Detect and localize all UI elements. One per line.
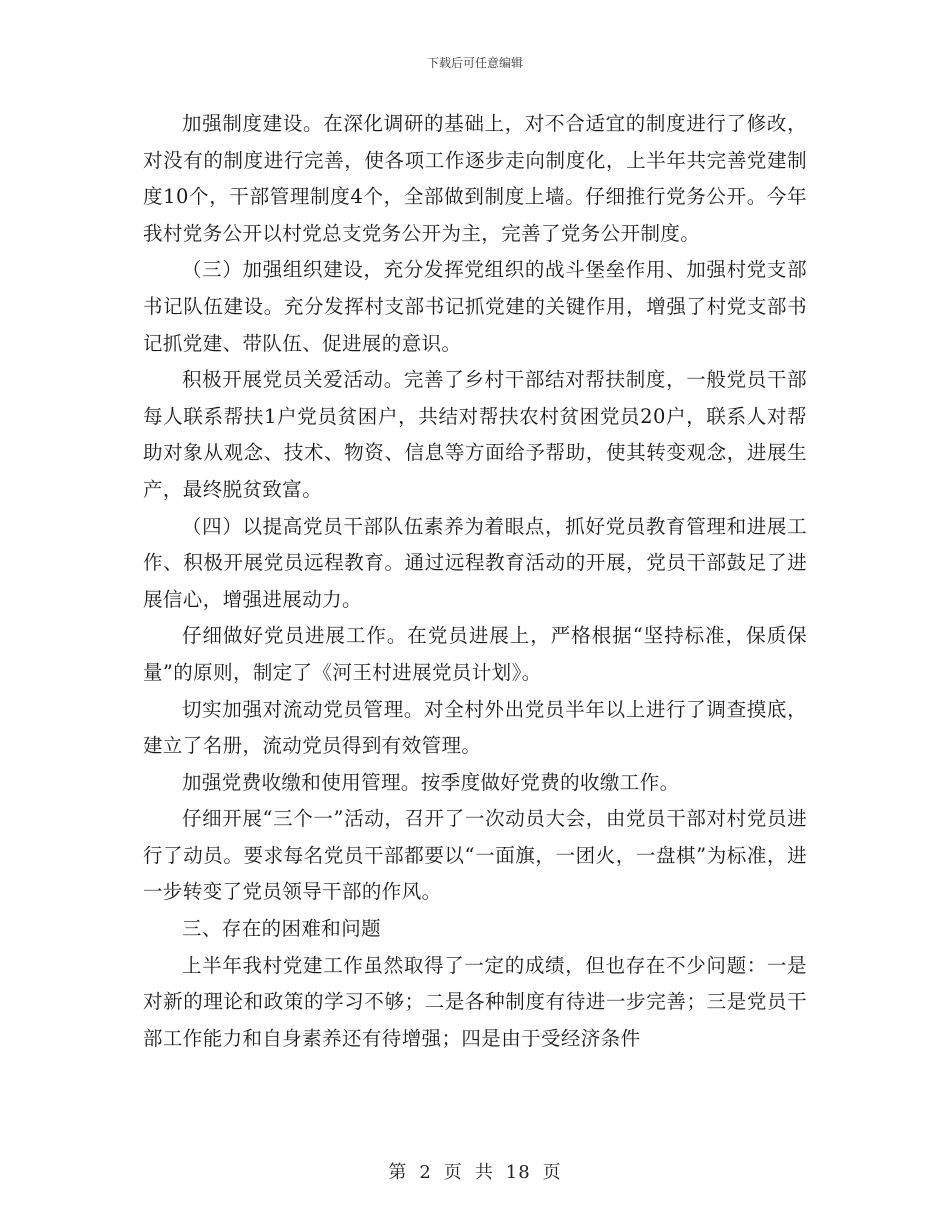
paragraph-4: （四）以提高党员干部队伍素养为着眼点，抓好党员教育管理和进展工作、积极开展党员远程教育。通过远程教育活动的开展，党员干部鼓足了进展信心，增强进展动力。 [143, 514, 807, 611]
paragraph-5: 仔细做好党员进展工作。在党员进展上，严格根据“坚持标准，保质保量”的原则，制定了《河王村进展党员计划》。 [143, 624, 807, 684]
page-footer [0, 1158, 950, 1184]
total-pages-number: 18 [505, 1162, 531, 1183]
paragraph-1: 加强制度建设。在深化调研的基础上，对不合适宜的制度进行了修改，对没有的制度进行完善，使各项工作逐步走向制度化，上半年共完善党建制度10个，干部管理制度4个，全部做到制度上墙。仔细推行党务公开。今年我村党务公开以村党总支党务公开为主，完善了党务公开制度。 [143, 112, 807, 245]
paragraph-6: 切实加强对流动党员管理。对全村外出党员半年以上进行了调查摸底，建立了名册，流动党员得到有效管理。 [143, 697, 807, 758]
paragraph-8: 仔细开展“三个一”活动，召开了一次动员大会，由党员干部对村党员进行了动员。要求每名党员干部都要以“一面旗，一团火，一盘棋”为标准，进一步转变了党员领导干部的作风。 [143, 807, 807, 904]
paragraph-2: （三）加强组织建设，充分发挥党组织的战斗堡垒作用、加强村党支部书记队伍建设。充分发挥村支部书记抓党建的关键作用，增强了村党支部书记抓党建、带队伍、促进展的意识。 [143, 258, 807, 355]
document-body [143, 106, 807, 1057]
page-label-prefix: 第 [388, 1162, 408, 1183]
paragraph-9: 上半年我村党建工作虽然取得了一定的成绩，但也存在不少问题：一是对新的理论和政策的学习不够；二是各种制度有待进一步完善；三是党员干部工作能力和自身素养还有待增强；四是由于受经济条件 [143, 953, 807, 1050]
page-header: 下载后可任意编辑 [426, 56, 523, 70]
page-label-suffix: 页 [542, 1162, 562, 1183]
page-label-mid1: 页 [443, 1162, 463, 1183]
current-page-number: 2 [419, 1162, 432, 1183]
section-heading: 三、存在的困难和问题 [182, 917, 382, 941]
paragraph-7: 加强党费收缴和使用管理。按季度做好党费的收缴工作。 [182, 770, 680, 794]
page-label-mid2: 共 [474, 1162, 494, 1183]
paragraph-3: 积极开展党员关爱活动。完善了乡村干部结对帮扶制度，一般党员干部每人联系帮扶1户党员贫困户，共结对帮扶农村贫困党员20户，联系人对帮助对象从观念、技术、物资、信息等方面给予帮助，使其转变观念，进展生产，最终脱贫致富。 [143, 368, 807, 501]
